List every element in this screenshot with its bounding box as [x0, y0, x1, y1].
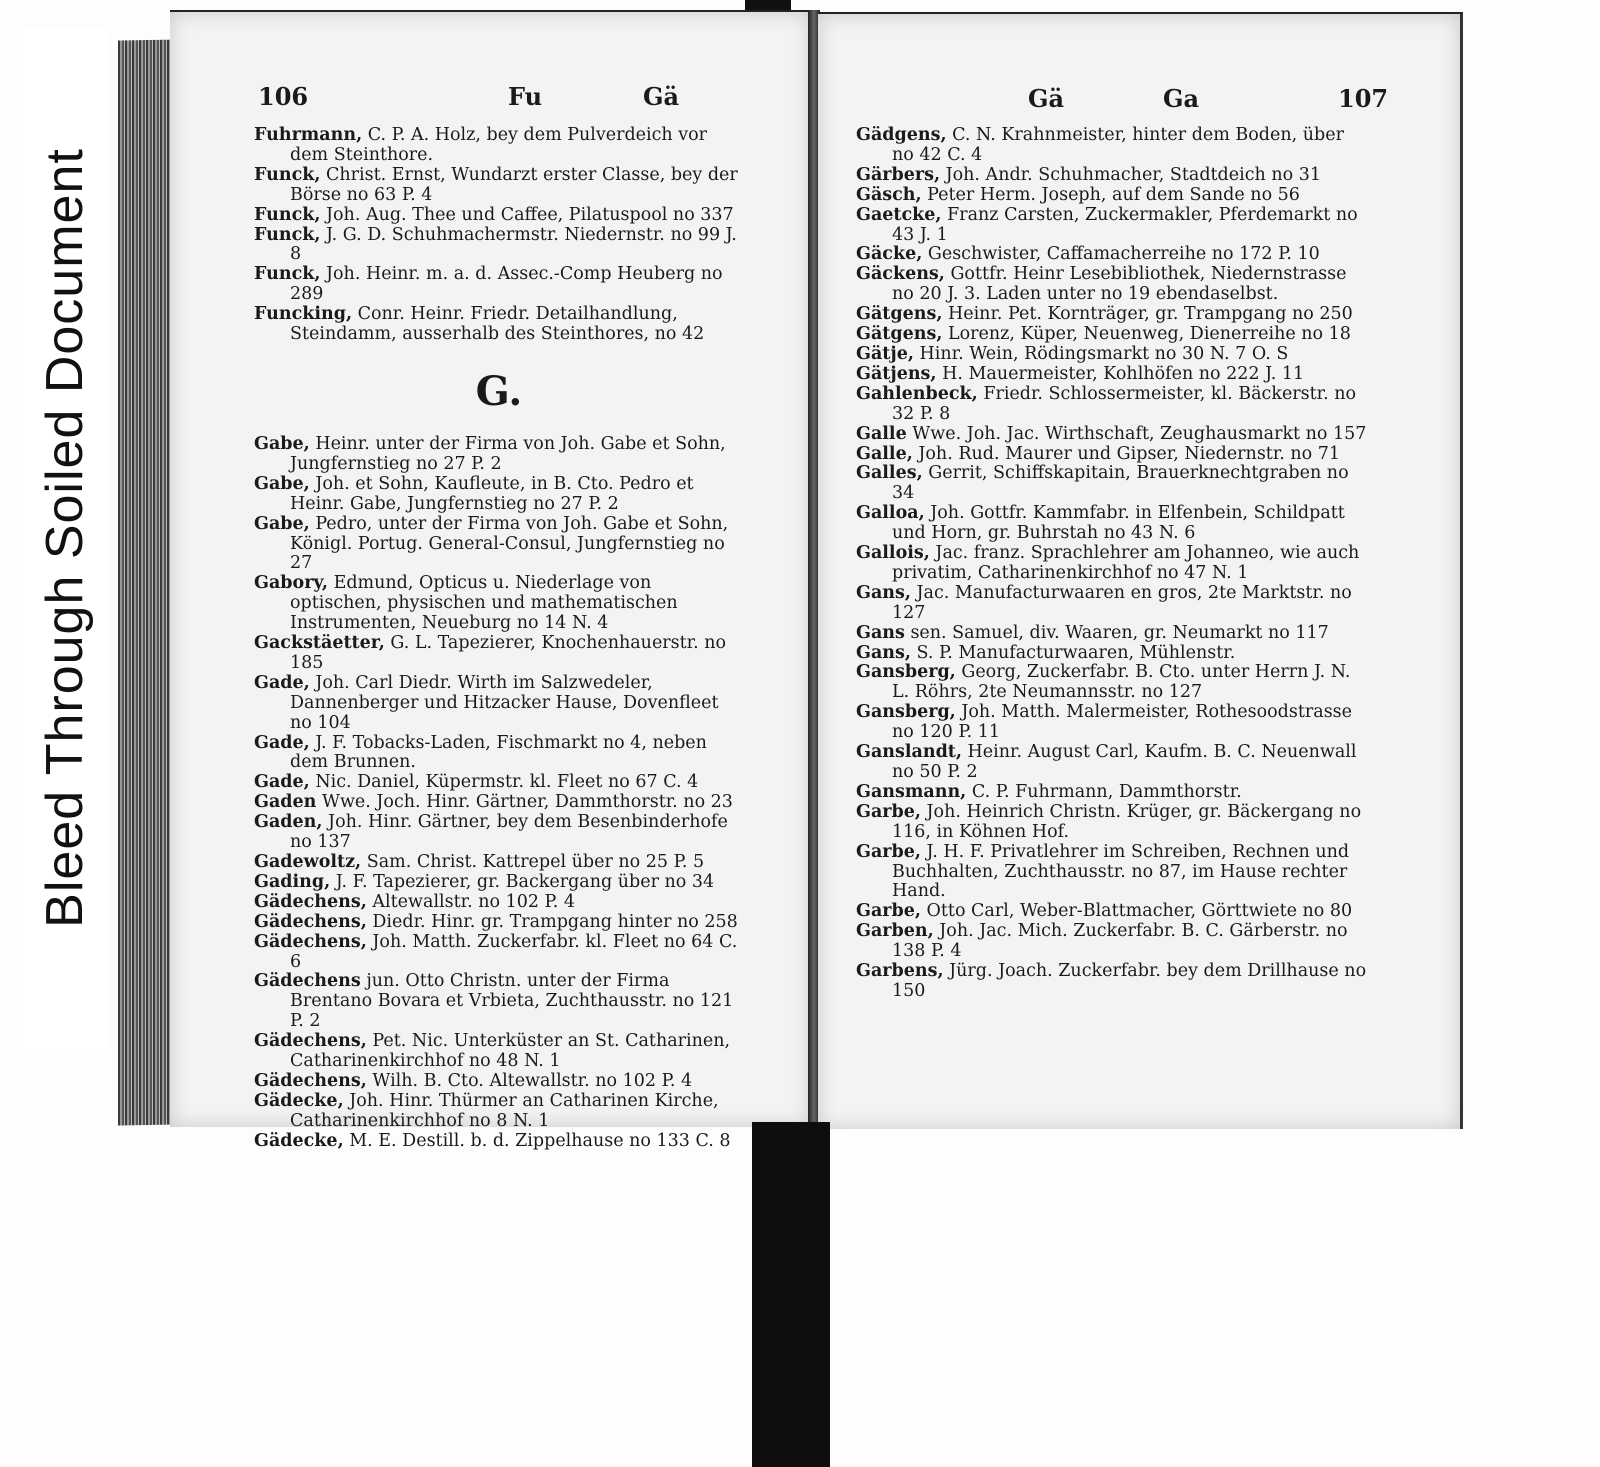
entry-name: Gädecke, [254, 1090, 344, 1111]
entry-name: Funck, [254, 204, 321, 225]
directory-entry [254, 574, 744, 634]
entry-text: Hinr. Wein, Rödingsmarkt no 30 N. 7 O. S [913, 343, 1289, 364]
entry-text: sen. Samuel, div. Waaren, gr. Neumarkt no 117 [904, 622, 1329, 643]
entry-text: Joh. Hinr. Thürmer an Catharinen Kirche, Catharinenkirchhof no 8 N. 1 [290, 1090, 719, 1131]
left-page [170, 10, 810, 1151]
entry-text: Geschwister, Caffamacherreihe no 172 P. 10 [922, 244, 1320, 265]
directory-entry [254, 674, 744, 734]
directory-entry [856, 445, 1371, 465]
book-page-edges [118, 39, 178, 1125]
right-entries [856, 126, 1371, 1002]
entry-text: Joh. Jac. Mich. Zuckerfabr. B. C. Gärberstr. no 138 P. 4 [892, 921, 1348, 962]
entry-name: Gabory, [254, 573, 328, 594]
entry-text: Joh. Andr. Schuhmacher, Stadtdeich no 31 [940, 164, 1321, 185]
entry-name: Gäcke, [856, 244, 923, 265]
left-head-second: Gä [643, 82, 680, 111]
entry-text: J. H. F. Privatlehrer im Schreiben, Rechnen und Buchhalten, Zuchthausstr. no 87, im Hause rechter Hand. [892, 841, 1350, 902]
entry-name: Garbens, [856, 961, 944, 982]
entry-text: Joh. Heinr. m. a. d. Assec.-Comp Heuberg no 289 [290, 264, 723, 305]
entry-text: Jürg. Joach. Zuckerfabr. bey dem Drillhause no 150 [892, 961, 1367, 1001]
entry-name: Gadewoltz, [254, 852, 362, 872]
entry-name: Garbe, [856, 841, 921, 862]
entry-text: jun. Otto Christn. unter der Firma Brentano Bovara et Vrbieta, Zuchthausstr. no 121 P. 2 [290, 971, 734, 1032]
entry-text: Joh. Gottfr. Kammfabr. in Elfenbein, Schildpatt und Horn, gr. Buhrstah no 43 N. 6 [892, 503, 1345, 544]
entry-name: Garben, [856, 921, 934, 942]
left-page-number: 106 [258, 82, 309, 111]
entry-text: G. L. Tapezierer, Knochenhauerstr. no 185 [290, 633, 727, 673]
entry-name: Funck, [254, 264, 321, 285]
entry-name: Gädechens [254, 971, 361, 992]
entry-name: Funcking, [254, 304, 353, 325]
entry-text: Heinr. August Carl, Kaufm. B. C. Neuenwall no 50 P. 2 [892, 742, 1357, 782]
entry-text: Conr. Heinr. Friedr. Detailhandlung, Steindamm, ausserhalb des Steinthores, no 42 [290, 304, 705, 345]
directory-entry [254, 1072, 744, 1092]
entry-name: Gansberg, [856, 702, 956, 723]
entry-text: Franz Carsten, Zuckermakler, Pferdemarkt no 43 J. 1 [892, 204, 1358, 245]
entry-name: Gädechens, [254, 1031, 367, 1052]
left-head-first: Fu [508, 82, 543, 111]
entry-text: Joh. Aug. Thee und Caffee, Pilatuspool no 337 [320, 204, 734, 225]
directory-entry [856, 902, 1371, 922]
entry-name: Gätjens, [856, 363, 937, 384]
directory-entry [856, 206, 1371, 246]
right-page [818, 12, 1463, 1129]
bookmark-ribbon-bottom [752, 1122, 830, 1467]
directory-entry [856, 425, 1371, 445]
entry-text: Joh. Rud. Maurer und Gipser, Niedernstr. no 71 [912, 443, 1341, 464]
entry-text: Wwe. Joch. Hinr. Gärtner, Dammthorstr. no 23 [316, 792, 733, 813]
entry-text: H. Mauermeister, Kohlhöfen no 222 J. 11 [936, 363, 1305, 384]
directory-entry [856, 922, 1371, 962]
directory-entry [856, 265, 1371, 305]
entry-name: Gabe, [254, 433, 310, 454]
section-letter: G. [475, 367, 523, 415]
entry-name: Funck, [254, 224, 321, 245]
entry-name: Gans, [856, 642, 911, 663]
entry-name: Gätgens, [856, 324, 943, 345]
entry-text: Nic. Daniel, Küpermstr. kl. Fleet no 67 C. 4 [309, 772, 699, 793]
entry-name: Gätgens, [856, 304, 943, 325]
directory-entry [856, 385, 1371, 425]
directory-entry [254, 206, 744, 226]
entry-text: Lorenz, Küper, Neuenweg, Dienerreihe no 18 [942, 324, 1351, 345]
entry-name: Fuhrmann, [254, 125, 363, 145]
directory-entry [856, 464, 1371, 504]
directory-entry [856, 325, 1371, 345]
entry-name: Gans, [856, 582, 911, 603]
entry-name: Gade, [254, 672, 310, 693]
entry-text: Joh. Carl Diedr. Wirth im Salzwedeler, Dannenberger und Hitzacker Hause, Dovenfleet no 104 [290, 672, 719, 733]
directory-entry [856, 703, 1371, 743]
directory-entry [254, 853, 744, 873]
directory-entry [254, 773, 744, 793]
directory-entry [254, 126, 744, 166]
directory-entry [856, 663, 1371, 703]
directory-entry [254, 265, 744, 305]
entry-text: C. N. Krahnmeister, hinter dem Boden, über no 42 C. 4 [892, 125, 1344, 165]
entry-text: Joh. Matth. Zuckerfabr. kl. Fleet no 64 C. 6 [290, 931, 738, 972]
entry-name: Gädecke, [254, 1130, 344, 1151]
entry-text: Jac. Manufacturwaaren en gros, 2te Marktstr. no 127 [892, 582, 1352, 623]
sidebar-label: Bleed Through Soiled Document [36, 148, 94, 928]
directory-entry [856, 783, 1371, 803]
entry-text: Edmund, Opticus u. Niederlage von optischen, physischen und mathematischen Instrumenten, Neueburg no 14 N. 4 [290, 573, 678, 634]
entry-name: Gansberg, [856, 662, 956, 683]
directory-entry [856, 345, 1371, 365]
entry-text: Heinr. Pet. Kornträger, gr. Trampgang no 250 [942, 304, 1353, 325]
entry-text: Wilh. B. Cto. Altewallstr. no 102 P. 4 [366, 1070, 693, 1091]
right-running-head [858, 84, 1398, 118]
directory-entry [856, 305, 1371, 325]
entry-text: Gottfr. Heinr Lesebibliothek, Niedernstrasse no 20 J. 3. Laden unter no 19 ebendaselbst. [892, 264, 1347, 305]
entry-text: Joh. Heinrich Christn. Krüger, gr. Bäckergang no 116, in Köhnen Hof. [892, 801, 1362, 842]
entry-name: Gansmann, [856, 781, 967, 802]
directory-entry [254, 634, 744, 674]
entry-name: Gädechens, [254, 1070, 367, 1091]
entry-name: Galles, [856, 463, 923, 484]
entry-name: Gädechens, [254, 911, 367, 932]
directory-entry [856, 365, 1371, 385]
directory-entry [254, 933, 744, 973]
directory-entry [254, 893, 744, 913]
directory-entry [254, 475, 744, 515]
directory-entry [254, 1092, 744, 1132]
entry-name: Gärbers, [856, 164, 941, 185]
directory-entry [254, 435, 744, 475]
entry-text: C. P. Fuhrmann, Dammthorstr. [966, 781, 1242, 802]
entry-name: Gahlenbeck, [856, 383, 978, 404]
directory-entry [254, 305, 744, 345]
entry-text: Georg, Zuckerfabr. B. Cto. unter Herrn J. N. L. Röhrs, 2te Neumannsstr. no 127 [892, 662, 1351, 703]
entry-text: J. F. Tapezierer, gr. Backergang über no 34 [330, 871, 715, 892]
entry-text: Diedr. Hinr. gr. Trampgang hinter no 258 [366, 911, 738, 932]
directory-entry [254, 793, 744, 813]
right-entries-list [856, 126, 1371, 1002]
left-entries-before [254, 126, 744, 345]
directory-entry [856, 126, 1371, 166]
directory-entry [856, 843, 1371, 903]
sidebar-label-box [22, 28, 108, 1048]
entry-text: Friedr. Schlossermeister, kl. Bäckerstr. no 32 P. 8 [892, 383, 1357, 424]
entry-text: Altewallstr. no 102 P. 4 [366, 891, 576, 912]
directory-entry [254, 813, 744, 853]
entry-name: Gading, [254, 871, 331, 892]
entry-text: C. P. A. Holz, bey dem Pulverdeich vor dem Steinthore. [290, 125, 708, 165]
entry-text: Otto Carl, Weber-Blattmacher, Görttwiete no 80 [920, 901, 1353, 922]
entry-name: Galle [856, 423, 907, 444]
directory-entry [856, 544, 1371, 584]
entry-text: S. P. Manufacturwaaren, Mühlenstr. [910, 642, 1236, 663]
entry-text: M. E. Destill. b. d. Zippelhause no 133 C. 8 [343, 1130, 731, 1151]
entry-name: Garbe, [856, 801, 921, 822]
right-head-first: Gä [1028, 84, 1065, 113]
entry-name: Gädechens, [254, 931, 367, 952]
entry-name: Gabe, [254, 513, 310, 534]
entry-name: Gabe, [254, 473, 310, 494]
directory-entry [254, 734, 744, 774]
directory-entry [856, 803, 1371, 843]
entry-name: Galloa, [856, 503, 925, 524]
left-entries-after [254, 435, 744, 1152]
directory-entry [856, 166, 1371, 186]
entry-text: Joh. Matth. Malermeister, Rothesoodstrasse no 120 P. 11 [892, 702, 1353, 743]
entry-name: Gädechens, [254, 891, 367, 912]
entry-name: Funck, [254, 164, 321, 185]
entry-name: Gäsch, [856, 184, 922, 205]
entry-text: J. F. Tobacks-Laden, Fischmarkt no 4, neben dem Brunnen. [290, 732, 707, 773]
entry-name: Gallois, [856, 543, 930, 564]
entry-name: Gäckens, [856, 264, 945, 285]
entry-text: Joh. Hinr. Gärtner, bey dem Besenbinderhofe no 137 [290, 812, 728, 853]
entry-text: Christ. Ernst, Wundarzt erster Classe, bey der Börse no 63 P. 4 [290, 164, 738, 205]
entry-text: J. G. D. Schuhmachermstr. Niedernstr. no 99 J. 8 [290, 224, 737, 265]
entry-text: Wwe. Joh. Jac. Wirthschaft, Zeughausmarkt no 157 [906, 423, 1367, 444]
directory-entry [254, 166, 744, 206]
entry-text: Joh. et Sohn, Kaufleute, in B. Cto. Pedro et Heinr. Gabe, Jungfernstieg no 27 P. 2 [290, 473, 694, 514]
left-entries [254, 126, 744, 1152]
entry-text: Jac. franz. Sprachlehrer am Johanneo, wie auch privatim, Catharinenkirchhof no 47 N. 1 [892, 543, 1360, 583]
entry-text: Peter Herm. Joseph, auf dem Sande no 56 [921, 184, 1300, 205]
entry-name: Ganslandt, [856, 742, 962, 763]
entry-text: Gerrit, Schiffskapitain, Brauerknechtgraben no 34 [892, 463, 1349, 504]
entry-text: Sam. Christ. Kattrepel über no 25 P. 5 [361, 852, 705, 872]
directory-entry [254, 1132, 744, 1152]
entry-text: Pedro, unter der Firma von Joh. Gabe et Sohn, Königl. Portug. General-Consul, Jungfernstieg no 27 [290, 513, 729, 574]
directory-entry [856, 584, 1371, 624]
directory-entry [254, 1032, 744, 1072]
entry-text: Pet. Nic. Unterküster an St. Catharinen, Catharinenkirchhof no 48 N. 1 [290, 1031, 731, 1072]
entry-name: Gaden, [254, 812, 323, 833]
entry-name: Gädgens, [856, 125, 947, 145]
directory-entry [856, 504, 1371, 544]
directory-entry [856, 962, 1371, 1002]
entry-name: Gans [856, 622, 905, 643]
directory-entry [856, 743, 1371, 783]
entry-name: Gackstäetter, [254, 633, 385, 654]
entry-name: Gätje, [856, 343, 914, 364]
entry-name: Gade, [254, 732, 310, 753]
directory-entry [254, 515, 744, 575]
directory-entry [254, 913, 744, 933]
right-page-number: 107 [1338, 84, 1389, 113]
left-running-head [258, 82, 778, 116]
directory-entry [254, 226, 744, 266]
directory-entry [856, 186, 1371, 206]
directory-entry [254, 873, 744, 893]
entry-name: Garbe, [856, 901, 921, 922]
entry-name: Gaetcke, [856, 204, 942, 225]
entry-text: Heinr. unter der Firma von Joh. Gabe et Sohn, Jungfernstieg no 27 P. 2 [290, 433, 726, 474]
directory-entry [856, 644, 1371, 664]
directory-entry [254, 972, 744, 1032]
entry-name: Gade, [254, 772, 310, 793]
right-head-second: Ga [1163, 84, 1200, 113]
entry-name: Gaden [254, 792, 317, 813]
entry-name: Galle, [856, 443, 913, 464]
directory-entry [856, 624, 1371, 644]
directory-entry [856, 245, 1371, 265]
